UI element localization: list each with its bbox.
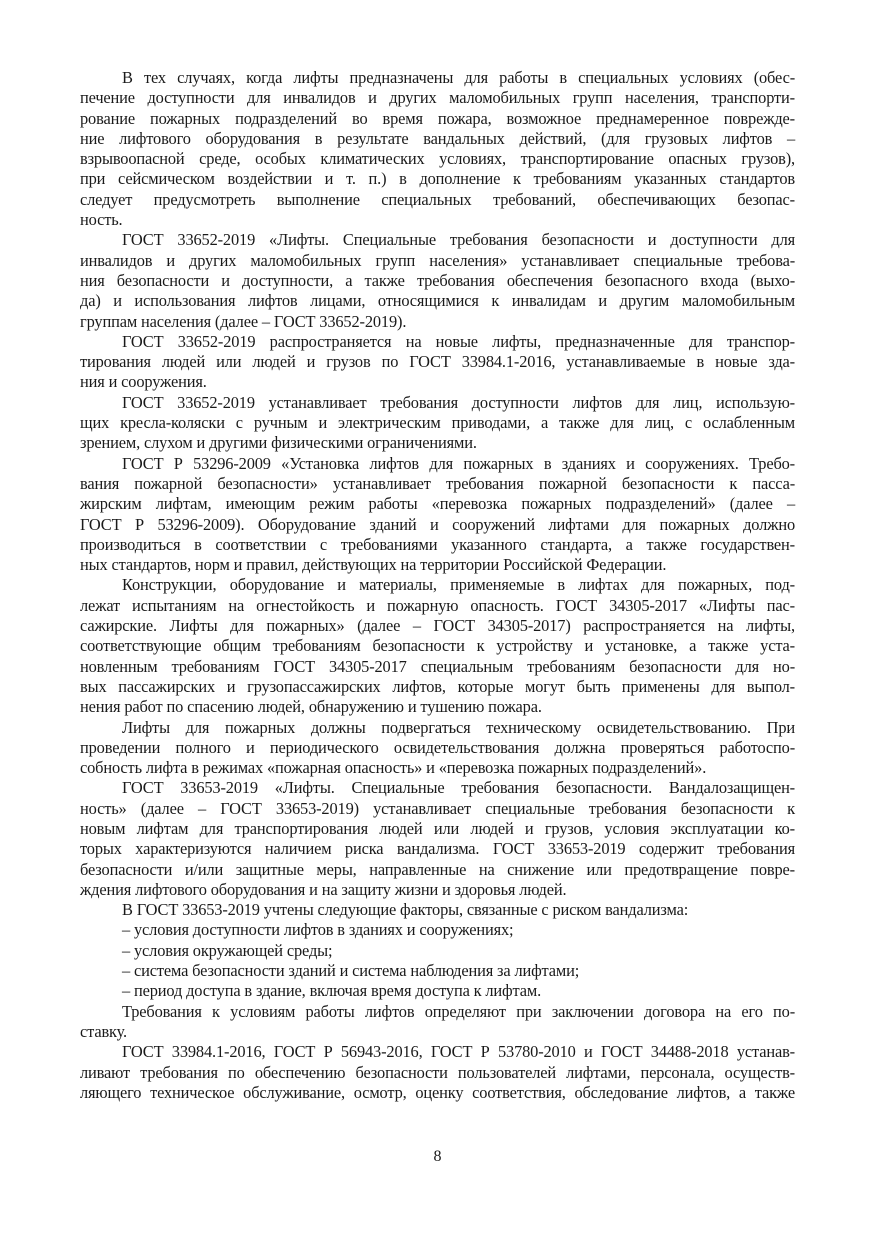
text-line: ния безопасности и доступности, а также требования обеспечения безопасного входа (выхо-: [80, 270, 795, 290]
text-line: вания пожарной безопасности» устанавливает требования пожарной безопасности к пасса-: [80, 473, 795, 493]
text-line: ния и сооружения.: [80, 372, 207, 392]
text-line: взрывоопасной среде, особых климатических условиях, транспортирование опасных грузов),: [80, 149, 795, 169]
text-line: ГОСТ 33652-2019 устанавливает требования доступности лифтов для лиц, использую-: [122, 392, 795, 412]
text-line: торых характеризуются наличием риска вандализма. ГОСТ 33653-2019 содержит требования: [80, 839, 795, 859]
text-line: ГОСТ 33652-2019 распространяется на новые лифты, предназначенные для транспор-: [122, 331, 795, 351]
paragraph: [80, 230, 795, 331]
text-line: В ГОСТ 33653-2019 учтены следующие факторы, связанные с риском вандализма:: [122, 900, 689, 920]
text-line: В тех случаях, когда лифты предназначены для работы в специальных условиях (обес-: [122, 68, 795, 87]
text-line: проведении полного и периодического освидетельствования должна проверяться работоспо-: [80, 737, 795, 757]
text-line: инвалидов и других маломобильных групп населения» устанавливает специальные требова-: [80, 250, 795, 270]
text-line: ГОСТ Р 53296-2009 «Установка лифтов для пожарных в зданиях и сооружениях. Требо-: [122, 453, 795, 473]
text-line: – период доступа в здание, включая время доступа к лифтам.: [122, 981, 542, 1001]
text-line: ГОСТ 33652-2019 «Лифты. Специальные требования безопасности и доступности для: [122, 230, 795, 250]
text-line: зрением, слухом и другими физическими ограничениями.: [80, 433, 477, 453]
text-line: ность» (далее – ГОСТ 33653-2019) устанавливает специальные требования безопасности к: [80, 798, 795, 818]
paragraph: [80, 920, 795, 940]
text-line: ность.: [80, 210, 123, 230]
text-line: ГОСТ Р 53296-2009). Оборудование зданий и сооружений лифтами для пожарных должно: [80, 514, 795, 534]
page-number: 8: [433, 1148, 442, 1165]
paragraph: [80, 1042, 795, 1103]
paragraph: [80, 332, 795, 393]
text-line: тирования людей или людей и грузов по ГОСТ 33984.1-2016, устанавливаемые в новые зда-: [80, 352, 795, 372]
paragraph: [80, 941, 795, 961]
paragraph: [80, 68, 795, 230]
text-line: безопасности и/или защитные меры, направленные на снижение или предотвращение повре-: [80, 859, 795, 879]
text-line: ние лифтового оборудования в результате вандальных действий, (для грузовых лифтов –: [80, 128, 795, 148]
paragraph: [80, 1002, 795, 1043]
text-line: – система безопасности зданий и система наблюдения за лифтами;: [122, 961, 580, 981]
text-line: производиться в соответствии с требованиями указанного стандарта, а также государствен-: [80, 534, 795, 554]
text-line: новым лифтам для транспортирования людей или людей и грузов, условия эксплуатации ко-: [80, 818, 795, 838]
paragraph: [80, 718, 795, 779]
text-line: Требования к условиям работы лифтов определяют при заключении договора на его по-: [122, 1001, 795, 1021]
text-line: Лифты для пожарных должны подвергаться техническому освидетельствованию. При: [122, 717, 795, 737]
text-line: печение доступности для инвалидов и других маломобильных групп населения, транспорти-: [80, 88, 795, 108]
paragraph: [80, 778, 795, 900]
paragraph: [80, 900, 795, 920]
text-line: собность лифта в режимах «пожарная опасность» и «перевозка пожарных подразделений».: [80, 758, 707, 778]
paragraph: [80, 981, 795, 1001]
paragraph: [80, 393, 795, 454]
paragraph: [80, 961, 795, 981]
text-line: группам населения (далее – ГОСТ 33652-2019).: [80, 311, 407, 331]
text-line: Конструкции, оборудование и материалы, применяемые в лифтах для пожарных, под-: [122, 575, 795, 595]
text-line: следует предусмотреть выполнение специальных требований, обеспечивающих безопас-: [80, 189, 795, 209]
paragraph: [80, 454, 795, 576]
text-line: новленным требованиям ГОСТ 34305-2017 специальным требованиям безопасности для но-: [80, 656, 795, 676]
text-line: вых пассажирских и грузопассажирских лифтов, которые могут быть применены для выпол-: [80, 676, 795, 696]
text-line: ляющего техническое обслуживание, осмотр, оценку соответствия, обследование лифтов, а также: [80, 1082, 795, 1102]
text-line: – условия доступности лифтов в зданиях и сооружениях;: [122, 920, 514, 940]
text-line: при сейсмическом воздействии и т. п.) в дополнение к требованиям указанных стандартов: [80, 169, 795, 189]
text-line: соответствующие общим требованиям безопасности к устройству и установке, а также уста-: [80, 636, 795, 656]
text-line: ливают требования по обеспечению безопасности пользователей лифтами, персонала, осуществ-: [80, 1062, 795, 1082]
text-line: ставку.: [80, 1021, 127, 1041]
text-line: да) и использования лифтов лицами, относящимися к инвалидам и другим маломобильным: [80, 291, 795, 311]
text-line: сажирские. Лифты для пожарных» (далее – ГОСТ 34305-2017) распространяется на лифты,: [80, 616, 795, 636]
text-line: жирским лифтам, имеющим режим работы «перевозка пожарных подразделений» (далее –: [80, 494, 795, 514]
text-line: ных стандартов, норм и правил, действующих на территории Российской Федерации.: [80, 555, 667, 575]
text-line: ждения лифтового оборудования и на защиту жизни и здоровья людей.: [80, 879, 567, 899]
text-line: щих кресла-коляски с ручным и электрическим приводами, а также для лиц, с ослабленным: [80, 413, 795, 433]
text-line: ГОСТ 33653-2019 «Лифты. Специальные требования безопасности. Вандалозащищен-: [122, 778, 795, 798]
text-line: ГОСТ 33984.1-2016, ГОСТ Р 56943-2016, ГОСТ Р 53780-2010 и ГОСТ 34488-2018 устанав-: [122, 1042, 795, 1062]
paragraph: [80, 575, 795, 717]
text-line: лежат испытаниям на огнестойкость и пожарную опасность. ГОСТ 34305-2017 «Лифты пас-: [80, 595, 795, 615]
text-line: рование пожарных подразделений во время пожара, возможное преднамеренное поврежде-: [80, 108, 795, 128]
body-text: [80, 68, 795, 1103]
text-line: – условия окружающей среды;: [122, 940, 333, 960]
text-line: нения работ по спасению людей, обнаружению и тушению пожара.: [80, 697, 542, 717]
